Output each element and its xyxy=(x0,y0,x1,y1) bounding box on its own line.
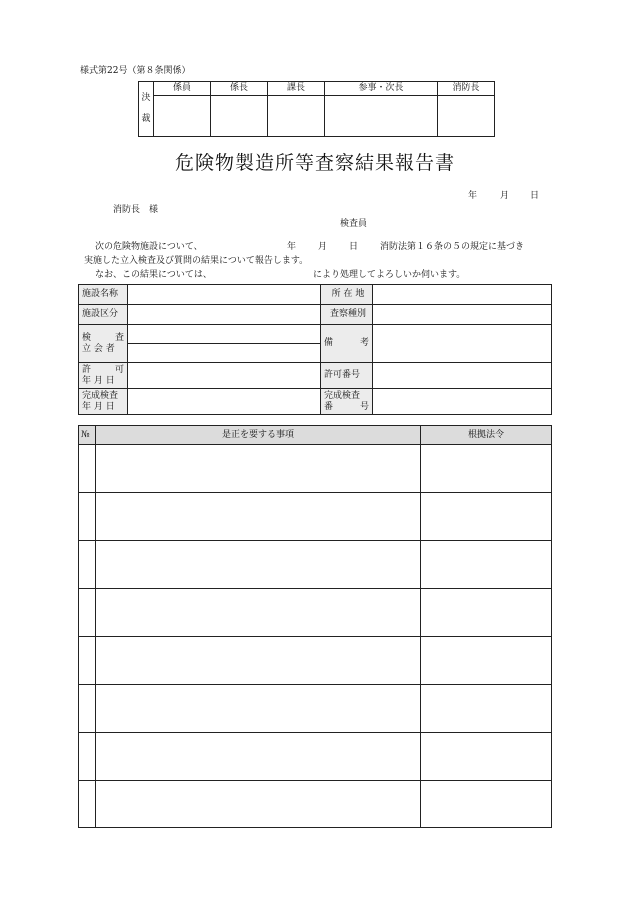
finding-row-3-no[interactable] xyxy=(79,541,96,589)
finding-row-8-no[interactable] xyxy=(79,781,96,828)
date-year: 年 xyxy=(468,191,478,201)
finding-row-5-item[interactable] xyxy=(96,637,421,685)
approval-stamp-clerk[interactable] xyxy=(154,96,211,137)
facility-name-label: 施設名称 xyxy=(79,285,128,305)
approval-col-deputy: 参事・次長 xyxy=(325,82,438,96)
finding-row-7-no[interactable] xyxy=(79,733,96,781)
findings-table xyxy=(78,425,552,828)
finding-row-4-no[interactable] xyxy=(79,589,96,637)
completion-number-label: 完成検査 番 号 xyxy=(321,389,373,415)
body-line1-a: 次の危険物施設について、 xyxy=(95,242,203,252)
completion-date-label: 完成検査 年 月 日 xyxy=(79,389,128,415)
finding-row-8-item[interactable] xyxy=(96,781,421,828)
approval-table xyxy=(138,81,495,137)
body-line1-year: 年 xyxy=(287,242,297,252)
attendee-field-2[interactable] xyxy=(128,344,321,363)
body-line2: 実施した立入検査及び質問の結果について報告します。 xyxy=(84,256,309,266)
approval-stamp-deputy[interactable] xyxy=(325,96,438,137)
facility-class-label: 施設区分 xyxy=(79,305,128,325)
findings-col-item: 是正を要する事項 xyxy=(96,426,421,445)
finding-row-4-law[interactable] xyxy=(421,589,552,637)
approval-col-chief: 係長 xyxy=(211,82,268,96)
inspector-label: 検査員 xyxy=(340,219,368,229)
remarks-label: 備 考 xyxy=(321,325,373,363)
approval-stamp-fire-chief[interactable] xyxy=(438,96,495,137)
date-month: 月 xyxy=(500,191,510,201)
approval-col-clerk: 係員 xyxy=(154,82,211,96)
body-line1-b: 消防法第１６条の５の規定に基づき xyxy=(380,242,525,252)
finding-row-4-item[interactable] xyxy=(96,589,421,637)
finding-row-1-no[interactable] xyxy=(79,445,96,493)
finding-row-2-item[interactable] xyxy=(96,493,421,541)
finding-row-2-law[interactable] xyxy=(421,493,552,541)
location-field[interactable] xyxy=(373,285,552,305)
finding-row-5-law[interactable] xyxy=(421,637,552,685)
body-line3-a: なお、この結果については、 xyxy=(95,270,212,280)
finding-row-5-no[interactable] xyxy=(79,637,96,685)
completion-date-field[interactable] xyxy=(128,389,321,415)
findings-col-no: № xyxy=(79,426,96,445)
approval-stamp-section-head[interactable] xyxy=(268,96,325,137)
finding-row-3-item[interactable] xyxy=(96,541,421,589)
permit-date-field[interactable] xyxy=(128,363,321,389)
body-line3-b: により処理してよろしいか伺います。 xyxy=(313,270,466,280)
permit-number-field[interactable] xyxy=(373,363,552,389)
attendee-label: 検 査 立 会 者 xyxy=(79,325,128,363)
addressee: 消防長 様 xyxy=(113,205,159,215)
facility-name-field[interactable] xyxy=(128,285,321,305)
document-title: 危険物製造所等査察結果報告書 xyxy=(174,152,455,174)
finding-row-1-item[interactable] xyxy=(96,445,421,493)
facility-class-field[interactable] xyxy=(128,305,321,325)
approval-col-fire-chief: 消防長 xyxy=(438,82,495,96)
finding-row-7-law[interactable] xyxy=(421,733,552,781)
body-line1-day: 日 xyxy=(349,242,359,252)
finding-row-6-no[interactable] xyxy=(79,685,96,733)
completion-number-field[interactable] xyxy=(373,389,552,415)
approval-stamp-chief[interactable] xyxy=(211,96,268,137)
finding-row-6-item[interactable] xyxy=(96,685,421,733)
remarks-field[interactable] xyxy=(373,325,552,363)
finding-row-7-item[interactable] xyxy=(96,733,421,781)
finding-row-1-law[interactable] xyxy=(421,445,552,493)
finding-row-3-law[interactable] xyxy=(421,541,552,589)
finding-row-2-no[interactable] xyxy=(79,493,96,541)
location-label: 所 在 地 xyxy=(321,285,373,305)
finding-row-8-law[interactable] xyxy=(421,781,552,828)
facility-info-table xyxy=(78,284,552,415)
permit-number-label: 許可番号 xyxy=(321,363,373,389)
body-line1-month: 月 xyxy=(318,242,328,252)
approval-col-section-head: 課長 xyxy=(268,82,325,96)
inspection-type-field[interactable] xyxy=(373,305,552,325)
permit-date-label: 許 可 年 月 日 xyxy=(79,363,128,389)
findings-col-law: 根拠法令 xyxy=(421,426,552,445)
finding-row-6-law[interactable] xyxy=(421,685,552,733)
inspection-type-label: 査察種別 xyxy=(321,305,373,325)
attendee-field-1[interactable] xyxy=(128,325,321,344)
form-number: 様式第22号（第８条関係） xyxy=(80,66,191,76)
date-day: 日 xyxy=(530,191,540,201)
approval-label: 決 裁 xyxy=(139,82,154,137)
